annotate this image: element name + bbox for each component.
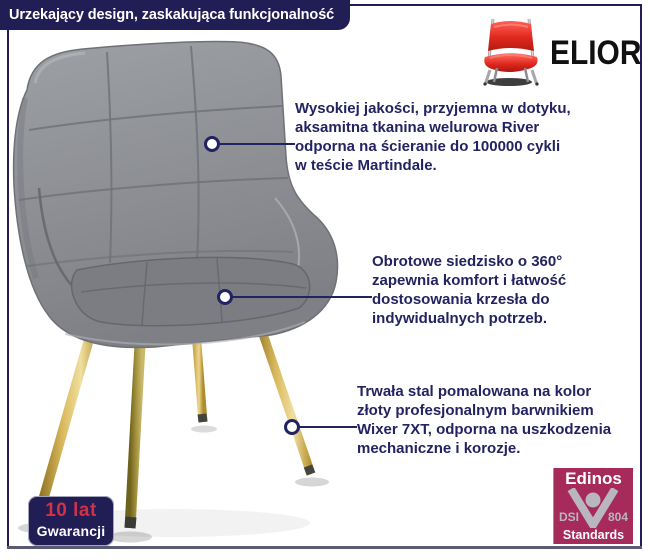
- brand-name: ELIOR: [550, 34, 642, 72]
- callout-dot-fabric: [204, 136, 220, 152]
- feature-line: odporna na ścieranie do 100000 cykli: [295, 138, 561, 155]
- certification-badge: [554, 468, 633, 544]
- brand-logo: [470, 14, 640, 90]
- feature-line: złoty profesjonalnym barwnikiem: [357, 402, 594, 419]
- feature-line: Obrotowe siedzisko o 360°: [372, 253, 563, 270]
- feature-line: zapewnia komfort i łatwość: [372, 272, 567, 289]
- feature-line: Wysokiej jakości, przyjemna w dotyku,: [295, 100, 571, 117]
- callout-line-swivel: [231, 296, 372, 298]
- feature-line: Trwała stal pomalowana na kolor: [357, 383, 592, 400]
- warranty-label: Gwarancji: [36, 523, 106, 539]
- callout-line-legs: [298, 426, 357, 428]
- feature-line: Wixer 7XT, odporna na uszkodzenia: [357, 421, 612, 438]
- feature-line: w teście Martindale.: [295, 157, 437, 174]
- feature-text-legs: [357, 382, 637, 458]
- feature-line: indywidualnych potrzeb.: [372, 310, 548, 327]
- callout-line-fabric: [218, 143, 295, 145]
- cert-code-right: 804: [607, 510, 628, 524]
- feature-text-swivel: [372, 252, 632, 328]
- feature-line: aksamitna tkanina welurowa River: [295, 119, 540, 136]
- frame-border-right: [640, 4, 642, 548]
- cert-standards-label: Standards: [562, 528, 625, 542]
- callout-dot-legs: [284, 419, 300, 435]
- warranty-badge: [28, 496, 114, 546]
- feature-line: mechaniczne i korozje.: [357, 440, 521, 457]
- callout-dot-swivel: [217, 289, 233, 305]
- headline-banner: Urzekający design, zaskakująca funkcjonalność: [0, 0, 350, 30]
- cert-code-left: DSI: [559, 510, 580, 524]
- chair-product-image: [5, 38, 345, 543]
- feature-text-fabric: [295, 99, 625, 175]
- red-chair-icon: [478, 18, 544, 88]
- frame-border-bottom: [7, 546, 642, 549]
- feature-line: dostosowania krzesła do: [372, 291, 550, 308]
- cert-brand-name: Edinos: [565, 469, 622, 488]
- warranty-years: 10 lat: [45, 500, 97, 521]
